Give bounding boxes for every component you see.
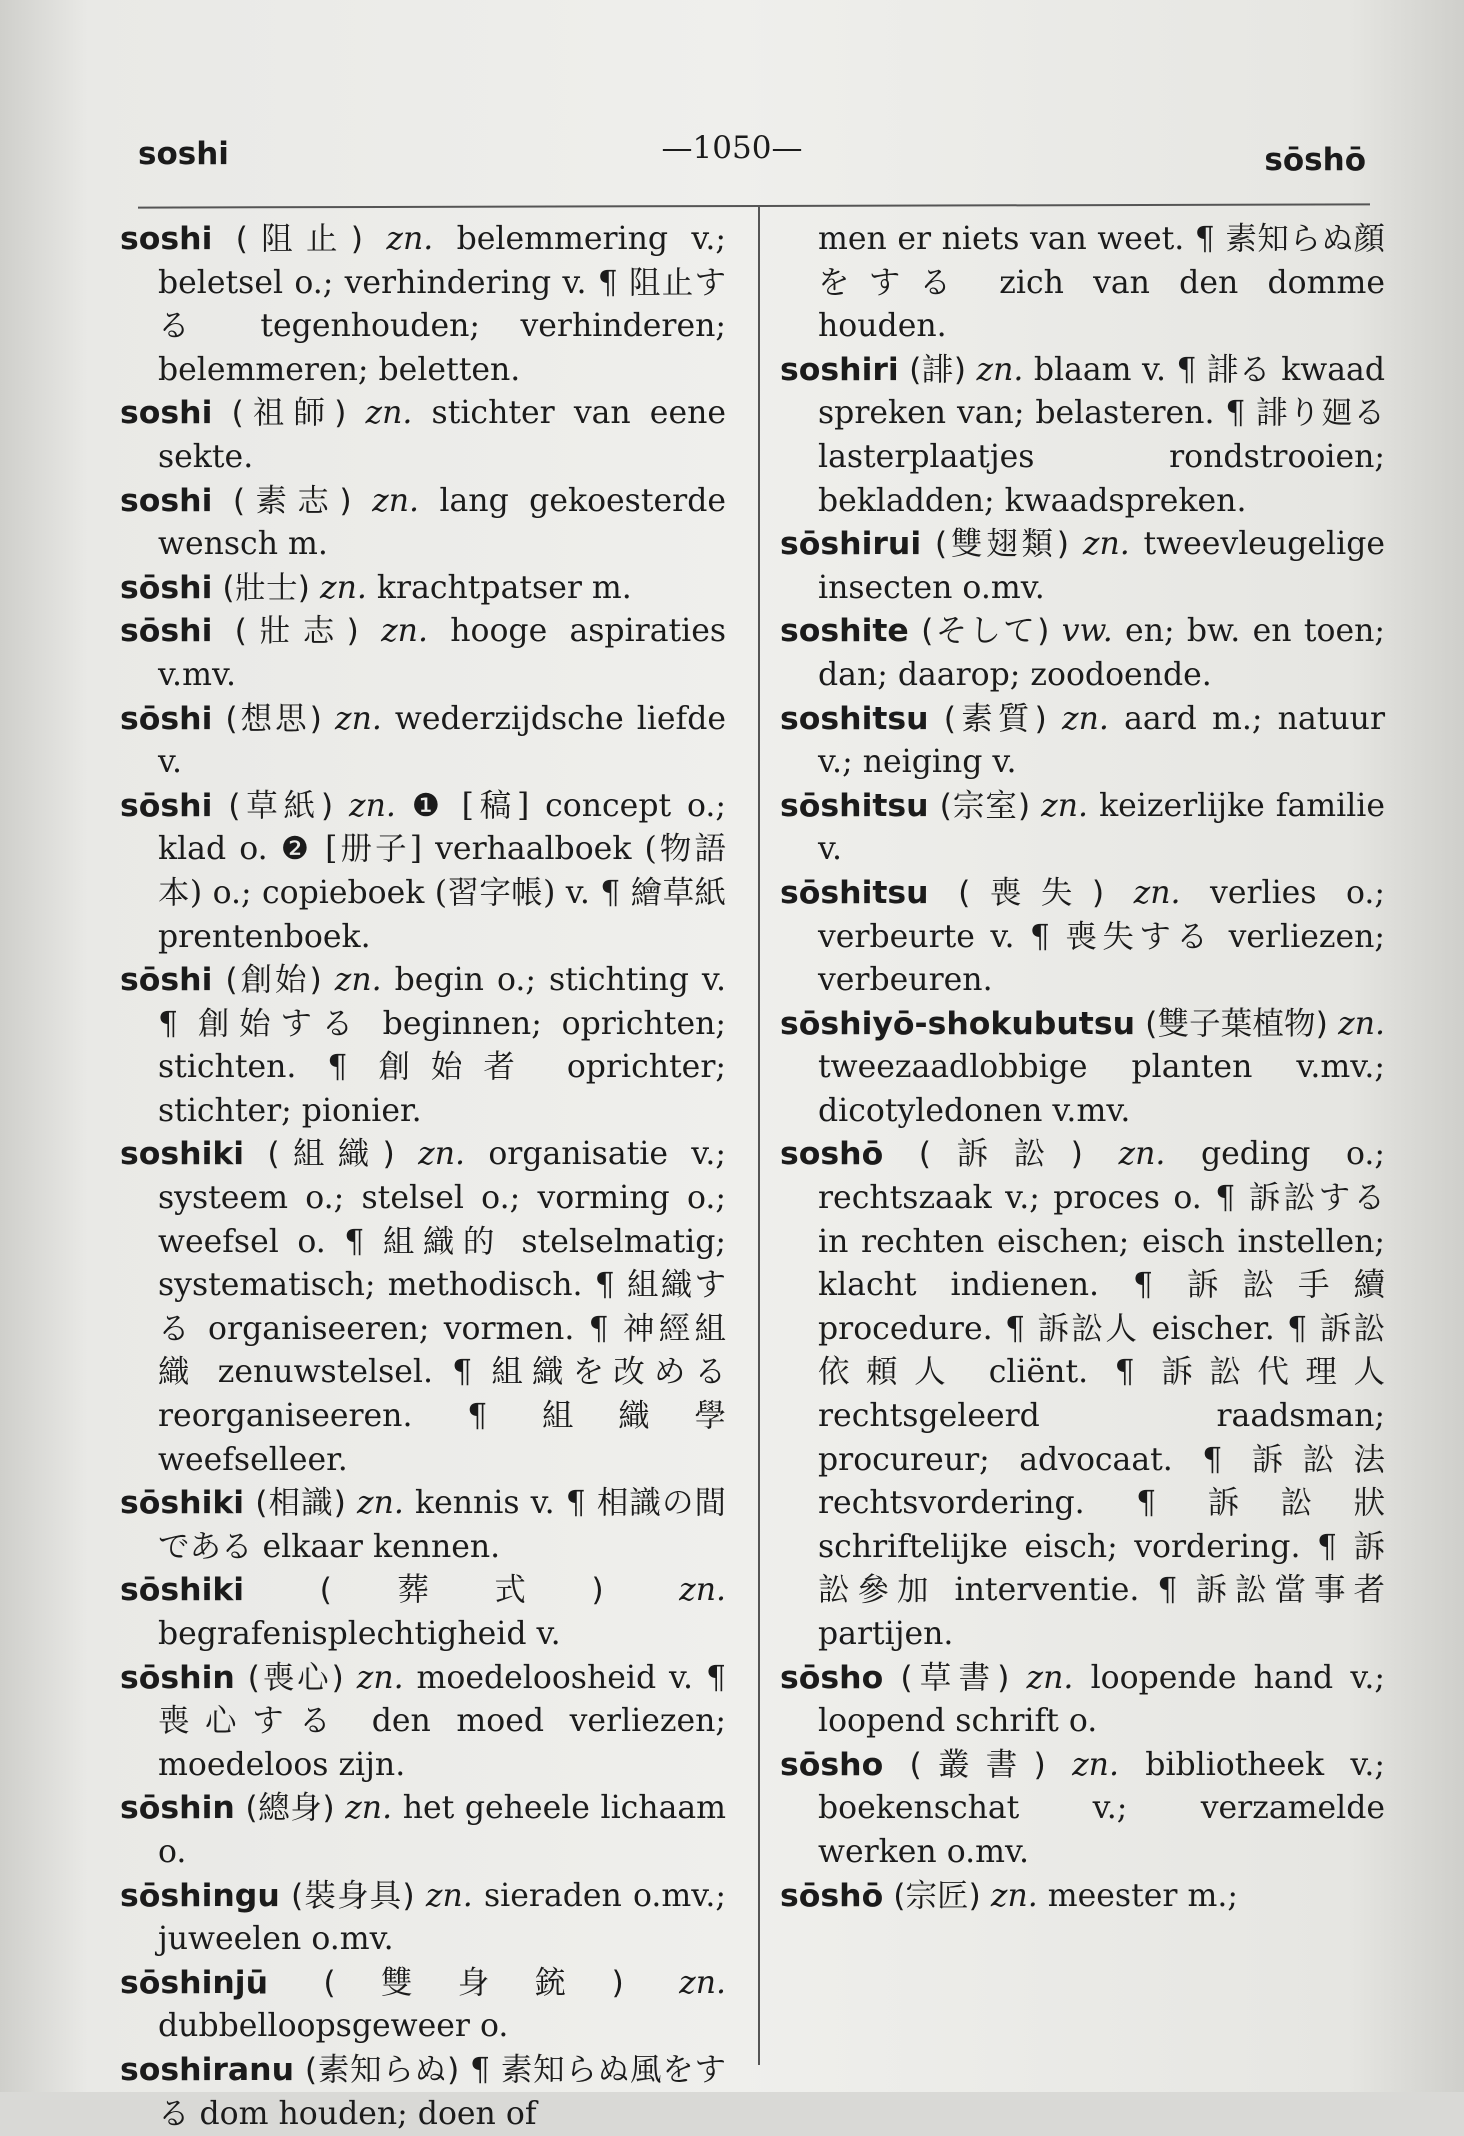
dictionary-entry [120,1875,726,1962]
entry-kanji: (阻止) [235,221,364,257]
entry-headword: soshi [120,221,213,257]
dictionary-entry [780,349,1385,523]
dictionary-entry [120,1569,726,1656]
entry-definition: meester m.; [1047,1877,1238,1914]
dictionary-entry [120,567,726,611]
entry-definition: geding o.; rechtszaak v.; proces o. ¶ 訴訟する in rechten eischen; eisch instellen; klacht indienen. ¶ 訴訟手續 procedure. ¶ 訴訟人 eischer. ¶ 訴訟依頼人 cliënt. ¶ 訴訟代理人 rechtsgeleerd raadsman; procureur; advocaat. ¶ 訴訟法 rechtsvordering. ¶ 訴訟狀 schriftelijke eisch; vordering. ¶ 訴訟參加 interventie. ¶ 訴訟當事者 partijen. [818,1136,1386,1652]
entry-kanji: (素質) [943,700,1047,737]
entry-part-of-speech: zn. [381,613,428,650]
entry-headword: sōsho [780,1746,884,1783]
entry-definition: belemmering v.; beletsel o.; verhindering v. ¶ 阻止する tegenhouden; verhinderen; belemmeren; beletten. [158,221,727,388]
entry-headword: soshite [780,613,909,650]
entry-headword: sōshinjū [120,1964,269,2001]
entry-headword: sōshiyō-shokubutsu [780,1005,1136,1042]
entry-kanji: (葬式) [319,1572,604,1609]
entry-kanji: (雙翅類) [934,526,1070,563]
page-header [0,128,1464,188]
entry-headword: sōshiki [120,1485,245,1522]
dictionary-entry [120,480,726,567]
entry-kanji: (總身) [245,1790,335,1827]
entry-part-of-speech: zn. [1061,700,1109,737]
entry-part-of-speech: zn. [365,395,413,432]
entry-part-of-speech: zn. [679,1964,726,2001]
entry-kanji: (想思) [225,700,322,737]
entry-definition: moedeloosheid v. ¶ 喪心する den moed verliezen; moedeloos zijn. [158,1659,726,1783]
entry-kanji: (素志) [232,482,352,519]
page-number: —1050— [661,130,803,166]
entry-headword: sōshitsu [780,874,929,911]
entry-kanji: (裝身具) [290,1877,415,1914]
entry-headword: sōshi [120,787,213,824]
entry-headword: soshiri [780,351,899,388]
entry-headword: soshi [120,395,213,432]
entry-kanji: (祖師) [231,395,347,432]
entry-headword: sōshi [120,569,213,606]
entry-part-of-speech: zn. [356,1659,404,1696]
header-rule [138,203,1370,208]
entry-definition: lang gekoesterde wensch m. [158,482,727,563]
dictionary-entry [780,610,1385,697]
entry-headword: sōshirui [780,526,922,563]
entry-kanji: (喪心) [247,1659,344,1696]
dictionary-entry [120,1962,726,2049]
entry-headword: sōshi [120,700,213,737]
entry-definition: het geheele lichaam o. [158,1790,727,1870]
entry-definition: bibliotheek v.; boekenschat v.; verzamelde werken o.mv. [818,1746,1386,1870]
entry-kanji: (組織) [267,1136,395,1173]
entry-definition: kennis v. ¶ 相識の間である elkaar kennen. [158,1485,727,1565]
entry-kanji: (素知らぬ) [304,2051,460,2088]
entry-headword: sōshin [120,1790,235,1827]
dictionary-entry [120,392,726,479]
right-column [780,218,1385,1918]
dictionary-entry [120,218,726,392]
entry-kanji: (誹) [909,351,967,388]
entry-part-of-speech: zn. [1072,1746,1119,1783]
entry-part-of-speech: zn. [1082,526,1130,563]
entry-part-of-speech: zn. [679,1572,727,1609]
entry-kanji: (そして) [921,613,1050,650]
entry-part-of-speech: zn. [1026,1659,1074,1696]
entry-headword: soshitsu [780,700,929,737]
entry-headword: sōshin [120,1659,235,1696]
entry-part-of-speech: zn. [418,1136,466,1173]
entry-kanji: (草紙) [228,787,334,824]
entry-headword: soshō [780,1136,884,1173]
entry-kanji: (喪失) [958,874,1105,911]
entry-part-of-speech: zn. [349,787,396,824]
entry-definition: begin o.; stichting v. ¶ 創始する beginnen; oprichten; stichten. ¶ 創始者 oprichter; stichter; pionier. [158,962,726,1129]
entry-kanji: (訴訟) [918,1136,1083,1173]
dictionary-entry [780,1657,1385,1744]
entry-kanji: (相識) [255,1485,346,1522]
entry-kanji: (壯士) [222,569,310,606]
dictionary-entry [780,218,1385,349]
entry-part-of-speech: zn. [1041,787,1089,824]
entry-part-of-speech: zn. [357,1485,404,1522]
entry-kanji: (草書) [900,1659,1010,1696]
entry-definition: krachtpatser m. [376,569,632,606]
entry-definition: en; bw. en toen; dan; daarop; zoodoende. [818,613,1386,693]
entry-definition: organisatie v.; systeem o.; stelsel o.; vorming o.; weefsel o. ¶ 組織的 stelselmatig; systematisch; methodisch. ¶ 組織する organiseeren; vormen. ¶ 神經組織 zenuwstelsel. ¶ 組織を改める reorganiseeren. ¶ 組織學 weefselleer. [158,1136,726,1478]
entry-definition: loopende hand v.; loopend schrift o. [818,1659,1385,1740]
entry-definition: keizerlijke familie v. [818,787,1385,868]
entry-definition: tweevleugelige insecten o.mv. [818,526,1385,606]
dictionary-entry [120,959,726,1133]
dictionary-entry [780,872,1385,1003]
entry-definition: tweezaadlobbige planten v.mv.; dicotyledonen v.mv. [818,1049,1385,1129]
entry-kanji: (雙子葉植物) [1145,1005,1328,1042]
dictionary-entry [780,785,1385,872]
entry-definition: men er niets van weet. ¶ 素知らぬ顔をする zich van den domme houden. [818,221,1385,345]
entry-definition: verlies o.; verbeurte v. ¶ 喪失する verliezen; verbeuren. [818,874,1386,999]
dictionary-entry [780,523,1385,610]
entry-part-of-speech: zn. [1338,1005,1385,1042]
entry-definition: wederzijdsche liefde v. [158,700,726,781]
dictionary-entry [780,698,1385,785]
column-divider [758,205,760,2065]
entry-part-of-speech: zn. [320,569,367,606]
entry-headword: sōsho [780,1659,884,1696]
entry-kanji: (雙身銃) [323,1964,624,2001]
dictionary-entry [120,1133,726,1482]
entry-part-of-speech: zn. [1118,1136,1166,1173]
entry-part-of-speech: zn. [425,1877,473,1914]
entry-headword: soshi [120,482,213,519]
entry-kanji: (創始) [225,962,322,999]
entry-definition: dubbelloopsgeweer o. [158,2008,509,2045]
dictionary-entry [120,698,726,785]
dictionary-entry [780,1133,1385,1656]
entry-definition: blaam v. ¶ 誹る kwaad spreken van; belasteren. ¶ 誹り廻る lasterplaatjes rondstrooien; bekladden; kwaadspreken. [818,351,1385,519]
entry-kanji: (叢書) [909,1746,1046,1783]
entry-part-of-speech: zn. [990,1877,1038,1914]
header-left-guide-word: soshi [138,136,229,172]
entry-headword: soshiranu [120,2051,295,2088]
entry-part-of-speech: zn. [1133,874,1181,911]
entry-definition: ❶ [稿] concept o.; klad o. ❷ [册子] verhaalboek (物語本) o.; copieboek (習字帳) v. ¶ 繪草紙 prentenboek. [158,787,726,955]
entry-definition: sieraden o.mv.; juweelen o.mv. [158,1877,726,1958]
dictionary-entry [120,1787,726,1874]
dictionary-entry [780,1003,1385,1134]
left-column [120,218,726,2136]
entry-definition: stichter van eene sekte. [158,395,727,475]
entry-definition: hooge aspiraties v.mv. [158,613,727,693]
entry-headword: soshiki [120,1136,245,1173]
dictionary-entry [780,1875,1385,1919]
dictionary-entry [120,1482,726,1569]
dictionary-entry [120,785,726,959]
entry-headword: sōshitsu [780,787,929,824]
entry-definition: aard m.; natuur v.; neiging v. [818,700,1386,781]
entry-part-of-speech: vw. [1061,613,1113,650]
entry-headword: sōshi [120,962,213,999]
dictionary-entry [780,1744,1385,1875]
entry-part-of-speech: zn. [334,962,382,999]
entry-definition: begrafenisplechtigheid v. [158,1616,561,1652]
entry-definition: ¶ 素知らぬ風をする dom houden; doen of [158,2051,727,2132]
entry-part-of-speech: zn. [335,700,382,737]
entry-headword: sōshi [120,613,213,650]
dictionary-entry [120,2049,726,2136]
entry-kanji: (宗室) [939,787,1031,824]
entry-headword: sōshō [780,1877,884,1914]
dictionary-entry [120,610,726,697]
entry-kanji: (壯志) [234,613,359,650]
entry-part-of-speech: zn. [372,482,419,519]
entry-headword: sōshiki [120,1572,245,1609]
dictionary-entry [120,1657,726,1788]
header-right-guide-word: sōshō [1264,142,1366,178]
entry-kanji: (宗匠) [893,1877,981,1914]
entry-headword: sōshingu [120,1877,280,1914]
entry-part-of-speech: zn. [976,351,1024,388]
entry-part-of-speech: zn. [345,1790,393,1827]
entry-part-of-speech: zn. [386,221,434,257]
